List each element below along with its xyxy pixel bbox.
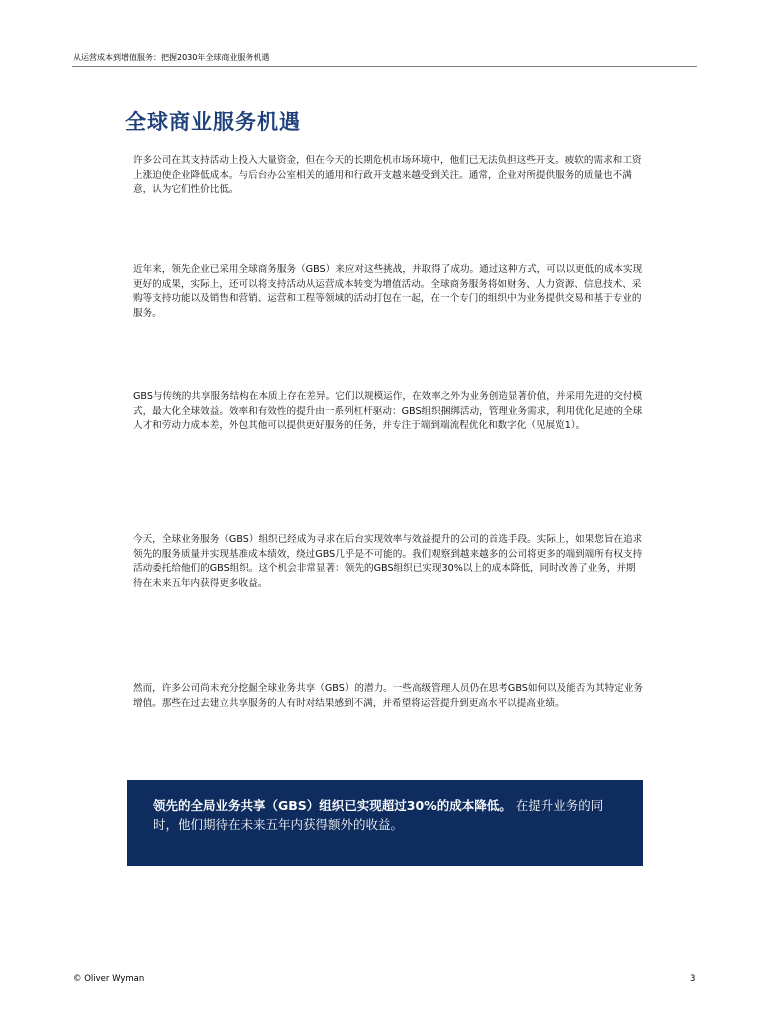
page-title: 全球商业服务机遇 (125, 110, 301, 134)
body-paragraph-4: 今天，全球业务服务（GBS）组织已经成为寻求在后台实现效率与效益提升的公司的首选手段。实际上，如果您旨在追求领先的服务质量并实现基准成本绩效，绕过GBS几乎是不可能的。我们观察到越来越多的公司将更多的端到端所有权支持活动委托给他们的GBS组织。这个机会非常显著：领先的GBS组织已实现30%以上的成本降低，同时改善了业务，并期待在未来五年内获得更多收益。 (133, 534, 643, 589)
header-divider (72, 66, 697, 67)
body-paragraph-3: GBS与传统的共享服务结构在本质上存在差异。它们以规模运作，在效率之外为业务创造显著价值，并采用先进的交付模式，最大化全球效益。效率和有效性的提升由一系列杠杆驱动：GBS组织捆绑活动，管理业务需求，利用优化足迹的全球人才和劳动力成本差，外包其他可以提供更好服务的任务，并专注于端到端流程优化和数字化（见展览1）。 (133, 391, 643, 431)
body-paragraph-5: 然而，许多公司尚未充分挖掘全球业务共享（GBS）的潜力。一些高级管理人员仍在思考GBS如何以及能否为其特定业务增值。那些在过去建立共享服务的人有时对结果感到不满，并希望将运营提升到更高水平以提高业绩。 (133, 683, 643, 709)
running-header: 从运营成本到增值服务：把握2030年全球商业服务机遇 (73, 53, 270, 62)
callout-statement: 在提升业务的同时，他们期待在未来五年内获得额外的收益。 (153, 798, 604, 832)
page-number: 3 (690, 974, 696, 984)
highlight-callout-box (127, 780, 643, 866)
body-paragraph-1: 许多公司在其支持活动上投入大量资金，但在今天的长期危机市场环境中，他们已无法负担这些开支。疲软的需求和工资上涨迫使企业降低成本。与后台办公室相关的通用和行政开支越来越受到关注。通常，企业对所提供服务的质量也不满意，认为它们性价比低。 (133, 155, 642, 195)
callout-bold-statement: 领先的全局业务共享（GBS）组织已实现超过30%的成本降低。 (153, 798, 512, 813)
body-paragraph-2: 近年来，领先企业已采用全球商务服务（GBS）来应对这些挑战，并取得了成功。通过这种方式，可以以更低的成本实现更好的成果，实际上，还可以将支持活动从运营成本转变为增值活动。全球商务服务将如财务、人力资源、信息技术、采购等支持功能以及销售和营销、运营和工程等领域的活动打包在一起，在一个专门的组织中为业务提供交易和基于专业的服务。 (133, 264, 643, 319)
footer-copyright: © Oliver Wyman (73, 974, 145, 984)
callout-text (153, 796, 623, 834)
